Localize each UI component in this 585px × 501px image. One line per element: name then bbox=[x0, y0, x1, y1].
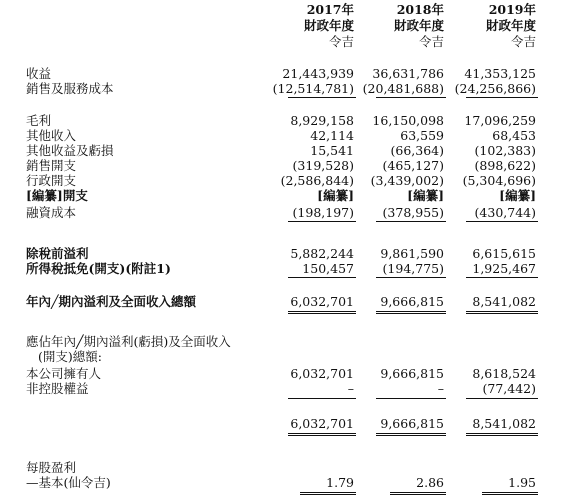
rule-under-nci bbox=[466, 398, 538, 399]
row-owners bbox=[0, 366, 585, 381]
row-label: (開支)總額: bbox=[38, 349, 102, 364]
value-2019: (102,383) bbox=[474, 143, 536, 158]
rule-under-finance bbox=[466, 221, 538, 222]
value-2017: 8,929,158 bbox=[290, 113, 354, 128]
value-2018: 9,861,590 bbox=[380, 246, 444, 261]
value-2017: 6,032,701 bbox=[290, 294, 354, 309]
value-2017: 150,457 bbox=[302, 261, 354, 276]
value-2019: 8,541,082 bbox=[472, 294, 536, 309]
value-2019: (430,744) bbox=[474, 205, 536, 220]
row-eps-basic bbox=[0, 475, 585, 490]
row-label: 非控股權益 bbox=[26, 381, 89, 396]
value-2019: [編纂] bbox=[499, 188, 536, 203]
value-2017: 15,541 bbox=[310, 143, 354, 158]
value-2018: 9,666,815 bbox=[380, 416, 444, 431]
row-other-gains bbox=[0, 143, 585, 158]
row-total-comprehensive-income bbox=[0, 294, 585, 309]
row-label: 應佔年內╱期內溢利(虧損)及全面收入 bbox=[26, 334, 231, 349]
rule-under-tax bbox=[466, 277, 538, 278]
row-attributable-heading-cont bbox=[0, 349, 585, 364]
value-2018: (378,955) bbox=[382, 205, 444, 220]
value-2018: (20,481,688) bbox=[362, 81, 444, 96]
col-unit: 令吉 bbox=[328, 34, 354, 49]
value-2019: 8,618,524 bbox=[472, 366, 536, 381]
row-label: 年內╱期內溢利及全面收入總額 bbox=[26, 294, 197, 309]
row-profit-before-tax bbox=[0, 246, 585, 261]
row-attributable-heading bbox=[0, 334, 585, 349]
value-2018: 36,631,786 bbox=[372, 66, 444, 81]
value-2019: 17,096,259 bbox=[464, 113, 536, 128]
value-2019: (898,622) bbox=[474, 158, 536, 173]
value-2018: (3,439,002) bbox=[370, 173, 444, 188]
rule-under-nci bbox=[288, 398, 356, 399]
row-label: [編纂]開支 bbox=[26, 188, 88, 203]
value-2017: 1.79 bbox=[326, 475, 354, 490]
value-2018: 9,666,815 bbox=[380, 366, 444, 381]
row-finance-costs bbox=[0, 205, 585, 220]
value-2017: [編纂] bbox=[317, 188, 354, 203]
row-eps-heading bbox=[0, 460, 585, 475]
value-2017: (2,586,844) bbox=[280, 173, 354, 188]
row-label: 本公司擁有人 bbox=[26, 366, 102, 381]
double-rule-total bbox=[466, 311, 538, 314]
double-rule-total bbox=[376, 311, 446, 314]
col-unit: 令吉 bbox=[510, 34, 536, 49]
double-rule-eps bbox=[482, 492, 538, 495]
value-2017: – bbox=[347, 381, 354, 396]
row-label: 除稅前溢利 bbox=[26, 246, 89, 261]
value-2018: [編纂] bbox=[407, 188, 444, 203]
value-2018: (66,364) bbox=[390, 143, 444, 158]
row-label: 銷售及服務成本 bbox=[26, 81, 114, 96]
col-unit: 令吉 bbox=[418, 34, 444, 49]
col-fy: 財政年度 bbox=[393, 18, 444, 33]
rule-under-cost bbox=[288, 97, 356, 98]
row-label: 融資成本 bbox=[26, 205, 77, 220]
col-header-2019 bbox=[440, 2, 536, 50]
col-header-2017 bbox=[258, 2, 354, 50]
row-attributable-total bbox=[0, 416, 585, 431]
row-label: 其他收益及虧損 bbox=[26, 143, 114, 158]
value-2019: (24,256,866) bbox=[454, 81, 536, 96]
rule-under-cost bbox=[376, 97, 446, 98]
rule-under-nci bbox=[376, 398, 446, 399]
row-label: 毛利 bbox=[26, 113, 52, 128]
col-year: 2017年 bbox=[306, 2, 354, 17]
row-selling-expenses bbox=[0, 158, 585, 173]
value-2019: 68,453 bbox=[492, 128, 536, 143]
value-2019: (77,442) bbox=[482, 381, 536, 396]
value-2018: (465,127) bbox=[382, 158, 444, 173]
value-2017: 6,032,701 bbox=[290, 416, 354, 431]
double-rule-attrib-total bbox=[376, 433, 446, 436]
value-2017: 6,032,701 bbox=[290, 366, 354, 381]
value-2018: – bbox=[437, 381, 444, 396]
col-fy: 財政年度 bbox=[303, 18, 354, 33]
col-year: 2019年 bbox=[488, 2, 536, 17]
value-2018: 2.86 bbox=[416, 475, 444, 490]
row-revenue bbox=[0, 66, 585, 81]
value-2017: 21,443,939 bbox=[282, 66, 354, 81]
col-header-2018 bbox=[348, 2, 444, 50]
value-2017: 42,114 bbox=[310, 128, 354, 143]
value-2018: 9,666,815 bbox=[380, 294, 444, 309]
row-gross-profit bbox=[0, 113, 585, 128]
value-2019: 41,353,125 bbox=[464, 66, 536, 81]
value-2018: (194,775) bbox=[382, 261, 444, 276]
value-2019: 1,925,467 bbox=[472, 261, 536, 276]
rule-under-tax bbox=[376, 277, 446, 278]
row-cost-of-sales bbox=[0, 81, 585, 96]
double-rule-attrib-total bbox=[288, 433, 356, 436]
value-2018: 63,559 bbox=[400, 128, 444, 143]
row-other-income bbox=[0, 128, 585, 143]
row-label: 收益 bbox=[26, 66, 52, 81]
col-fy: 財政年度 bbox=[485, 18, 536, 33]
double-rule-eps bbox=[300, 492, 356, 495]
row-label: 行政開支 bbox=[26, 173, 77, 188]
value-2019: (5,304,696) bbox=[462, 173, 536, 188]
row-label: 其他收入 bbox=[26, 128, 77, 143]
row-income-tax bbox=[0, 261, 585, 276]
row-label: —基本(仙令吉) bbox=[26, 475, 111, 490]
row-non-controlling bbox=[0, 381, 585, 396]
value-2019: 6,615,615 bbox=[472, 246, 536, 261]
value-2017: 5,882,244 bbox=[290, 246, 354, 261]
row-label: 所得稅抵免(開支)(附註1) bbox=[26, 261, 171, 276]
col-year: 2018年 bbox=[396, 2, 444, 17]
double-rule-attrib-total bbox=[466, 433, 538, 436]
rule-under-cost bbox=[466, 97, 538, 98]
row-label: 每股盈利 bbox=[26, 460, 77, 475]
value-2017: (12,514,781) bbox=[272, 81, 354, 96]
value-2019: 8,541,082 bbox=[472, 416, 536, 431]
row-admin-expenses bbox=[0, 173, 585, 188]
double-rule-eps bbox=[390, 492, 446, 495]
value-2017: (319,528) bbox=[292, 158, 354, 173]
row-label: 銷售開支 bbox=[26, 158, 77, 173]
value-2018: 16,150,098 bbox=[372, 113, 444, 128]
rule-under-finance bbox=[288, 221, 356, 222]
rule-under-finance bbox=[376, 221, 446, 222]
row-redacted-expenses bbox=[0, 188, 585, 203]
value-2019: 1.95 bbox=[508, 475, 536, 490]
double-rule-total bbox=[288, 311, 356, 314]
rule-under-tax bbox=[288, 277, 356, 278]
value-2017: (198,197) bbox=[292, 205, 354, 220]
